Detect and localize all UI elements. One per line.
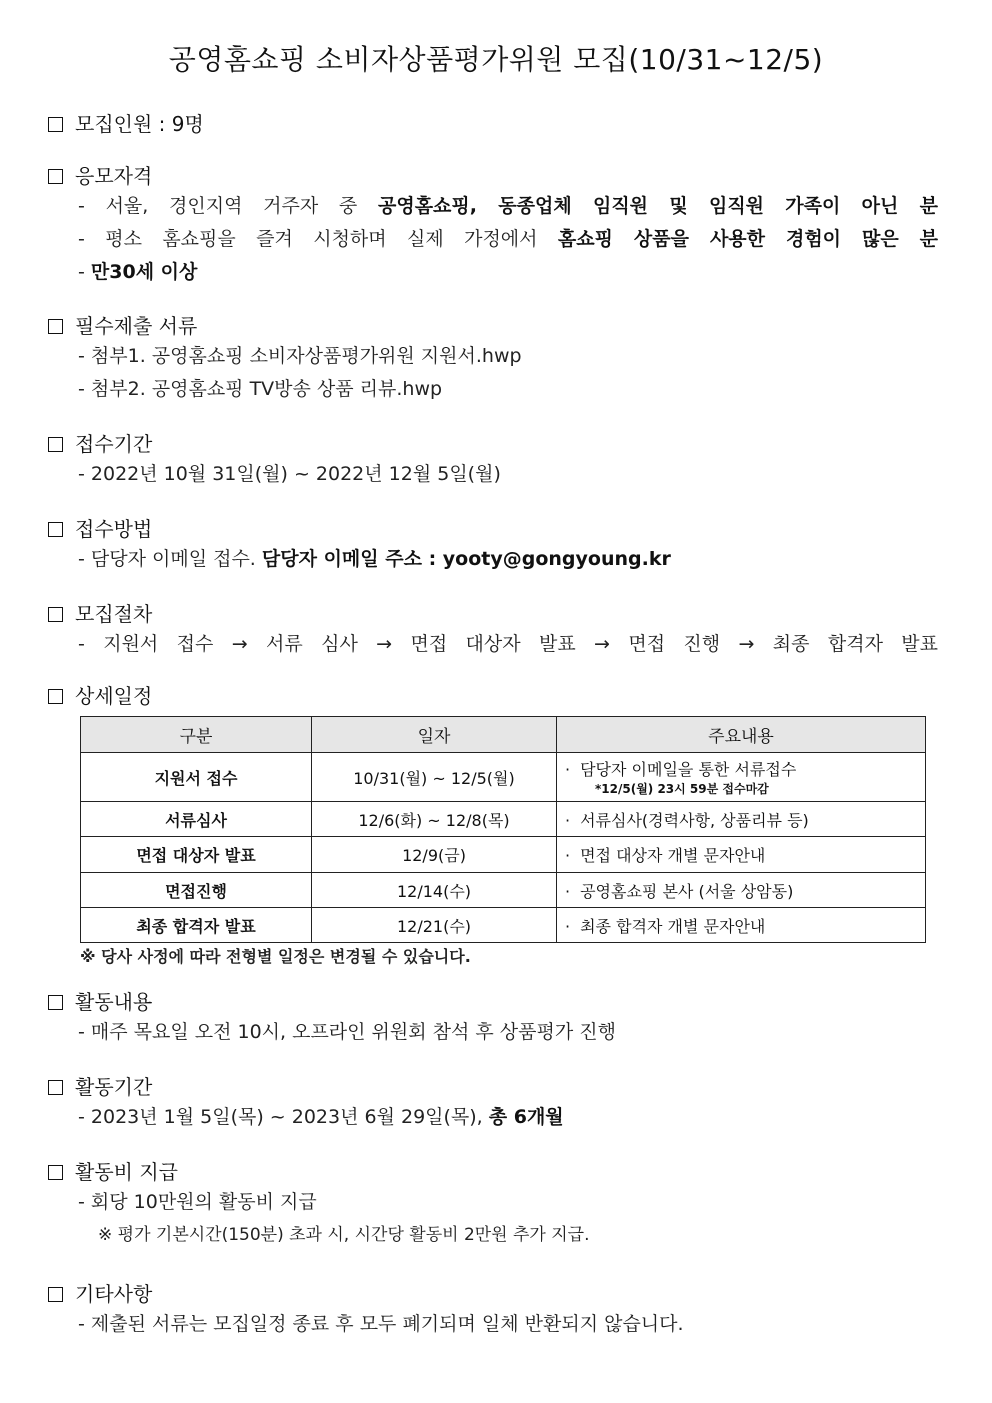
page-title: 공영홈쇼핑 소비자상품평가위원 모집(10/31~12/5)	[168, 43, 824, 76]
activity-period-heading: 활동기간	[75, 1075, 153, 1099]
checkbox-square-icon	[48, 169, 63, 184]
schedule-heading: 상세일정	[75, 684, 153, 708]
section-qualification	[48, 162, 948, 289]
section-period	[48, 430, 948, 491]
period-item: - 2022년 10월 31일(월) ~ 2022년 12월 5일(월)	[78, 463, 501, 485]
method-item: - 담당자 이메일 접수. 담당자 이메일 주소 : yooty@gongyoung.kr	[78, 548, 671, 570]
deadline-note: *12/5(월) 23시 59분 접수마감	[595, 781, 769, 796]
fee-heading: 활동비 지급	[75, 1160, 178, 1184]
checkbox-square-icon	[48, 995, 63, 1010]
checkbox-square-icon	[48, 522, 63, 537]
table-row: 면접진행 12/14(수) · 공영홈쇼핑 본사 (서울 상암동)	[81, 873, 926, 908]
fee-item: - 회당 10만원의 활동비 지급	[78, 1191, 317, 1213]
etc-heading: 기타사항	[75, 1282, 153, 1306]
section-procedure	[48, 600, 948, 661]
contact-email: 담당자 이메일 주소 : yooty@gongyoung.kr	[261, 548, 671, 570]
checkbox-square-icon	[48, 319, 63, 334]
checkbox-square-icon	[48, 1165, 63, 1180]
section-method	[48, 515, 948, 576]
qualification-item: - 만30세 이상	[78, 261, 198, 283]
document-item: - 첨부1. 공영홈쇼핑 소비자상품평가위원 지원서.hwp	[78, 345, 522, 367]
method-heading: 접수방법	[75, 517, 153, 541]
recruit-heading: 모집인원 : 9명	[75, 112, 204, 136]
checkbox-square-icon	[48, 1080, 63, 1095]
activity-item: - 매주 목요일 오전 10시, 오프라인 위원회 참석 후 상품평가 진행	[78, 1021, 616, 1043]
table-row: 최종 합격자 발표 12/21(수) · 최종 합격자 개별 문자안내	[81, 908, 926, 943]
column-header: 주요내용	[557, 717, 926, 753]
period-heading: 접수기간	[75, 432, 153, 456]
fee-note: ※ 평가 기본시간(150분) 초과 시, 시간당 활동비 2만원 추가 지급.	[98, 1225, 590, 1245]
table-row: 면접 대상자 발표 12/9(금) · 면접 대상자 개별 문자안내	[81, 837, 926, 873]
section-documents	[48, 312, 948, 406]
qualification-item: - 서울, 경인지역 거주자 중 공영홈쇼핑, 동종업체 임직원 및 임직원 가족이 아닌 분	[78, 195, 939, 217]
section-schedule	[48, 682, 948, 710]
activity-period-item: - 2023년 1월 5일(목) ~ 2023년 6월 29일(목), 총 6개월	[78, 1106, 564, 1128]
checkbox-square-icon	[48, 117, 63, 132]
section-activity-period	[48, 1073, 948, 1134]
column-header: 일자	[312, 717, 557, 753]
section-activity	[48, 988, 948, 1049]
document-item: - 첨부2. 공영홈쇼핑 TV방송 상품 리뷰.hwp	[78, 378, 443, 400]
section-etc	[48, 1280, 948, 1341]
schedule-note: ※ 당사 사정에 따라 전형별 일정은 변경될 수 있습니다.	[80, 947, 471, 966]
checkbox-square-icon	[48, 607, 63, 622]
checkbox-square-icon	[48, 1287, 63, 1302]
table-row: 서류심사 12/6(화) ~ 12/8(목) · 서류심사(경력사항, 상품리뷰 등)	[81, 802, 926, 837]
checkbox-square-icon	[48, 437, 63, 452]
checkbox-square-icon	[48, 689, 63, 704]
section-fee	[48, 1158, 948, 1252]
qualification-item: - 평소 홈쇼핑을 즐겨 시청하며 실제 가정에서 홈쇼핑 상품을 사용한 경험이 많은 분	[78, 228, 938, 250]
etc-item: - 제출된 서류는 모집일정 종료 후 모두 폐기되며 일체 반환되지 않습니다.	[78, 1313, 684, 1335]
table-row: 지원서 접수 10/31(월) ~ 12/5(월) · 담당자 이메일을 통한 서류접수 *12/5(월) 23시 59분 접수마감	[81, 753, 926, 802]
documents-heading: 필수제출 서류	[75, 314, 198, 338]
table-header-row	[81, 717, 926, 753]
schedule-table	[80, 716, 926, 943]
activity-heading: 활동내용	[75, 990, 153, 1014]
column-header: 구분	[81, 717, 312, 753]
procedure-heading: 모집절차	[75, 602, 153, 626]
procedure-item: - 지원서 접수 → 서류 심사 → 면접 대상자 발표 → 면접 진행 → 최종 합격자 발표	[78, 633, 938, 655]
section-recruit	[48, 110, 948, 138]
qualification-heading: 응모자격	[75, 164, 153, 188]
